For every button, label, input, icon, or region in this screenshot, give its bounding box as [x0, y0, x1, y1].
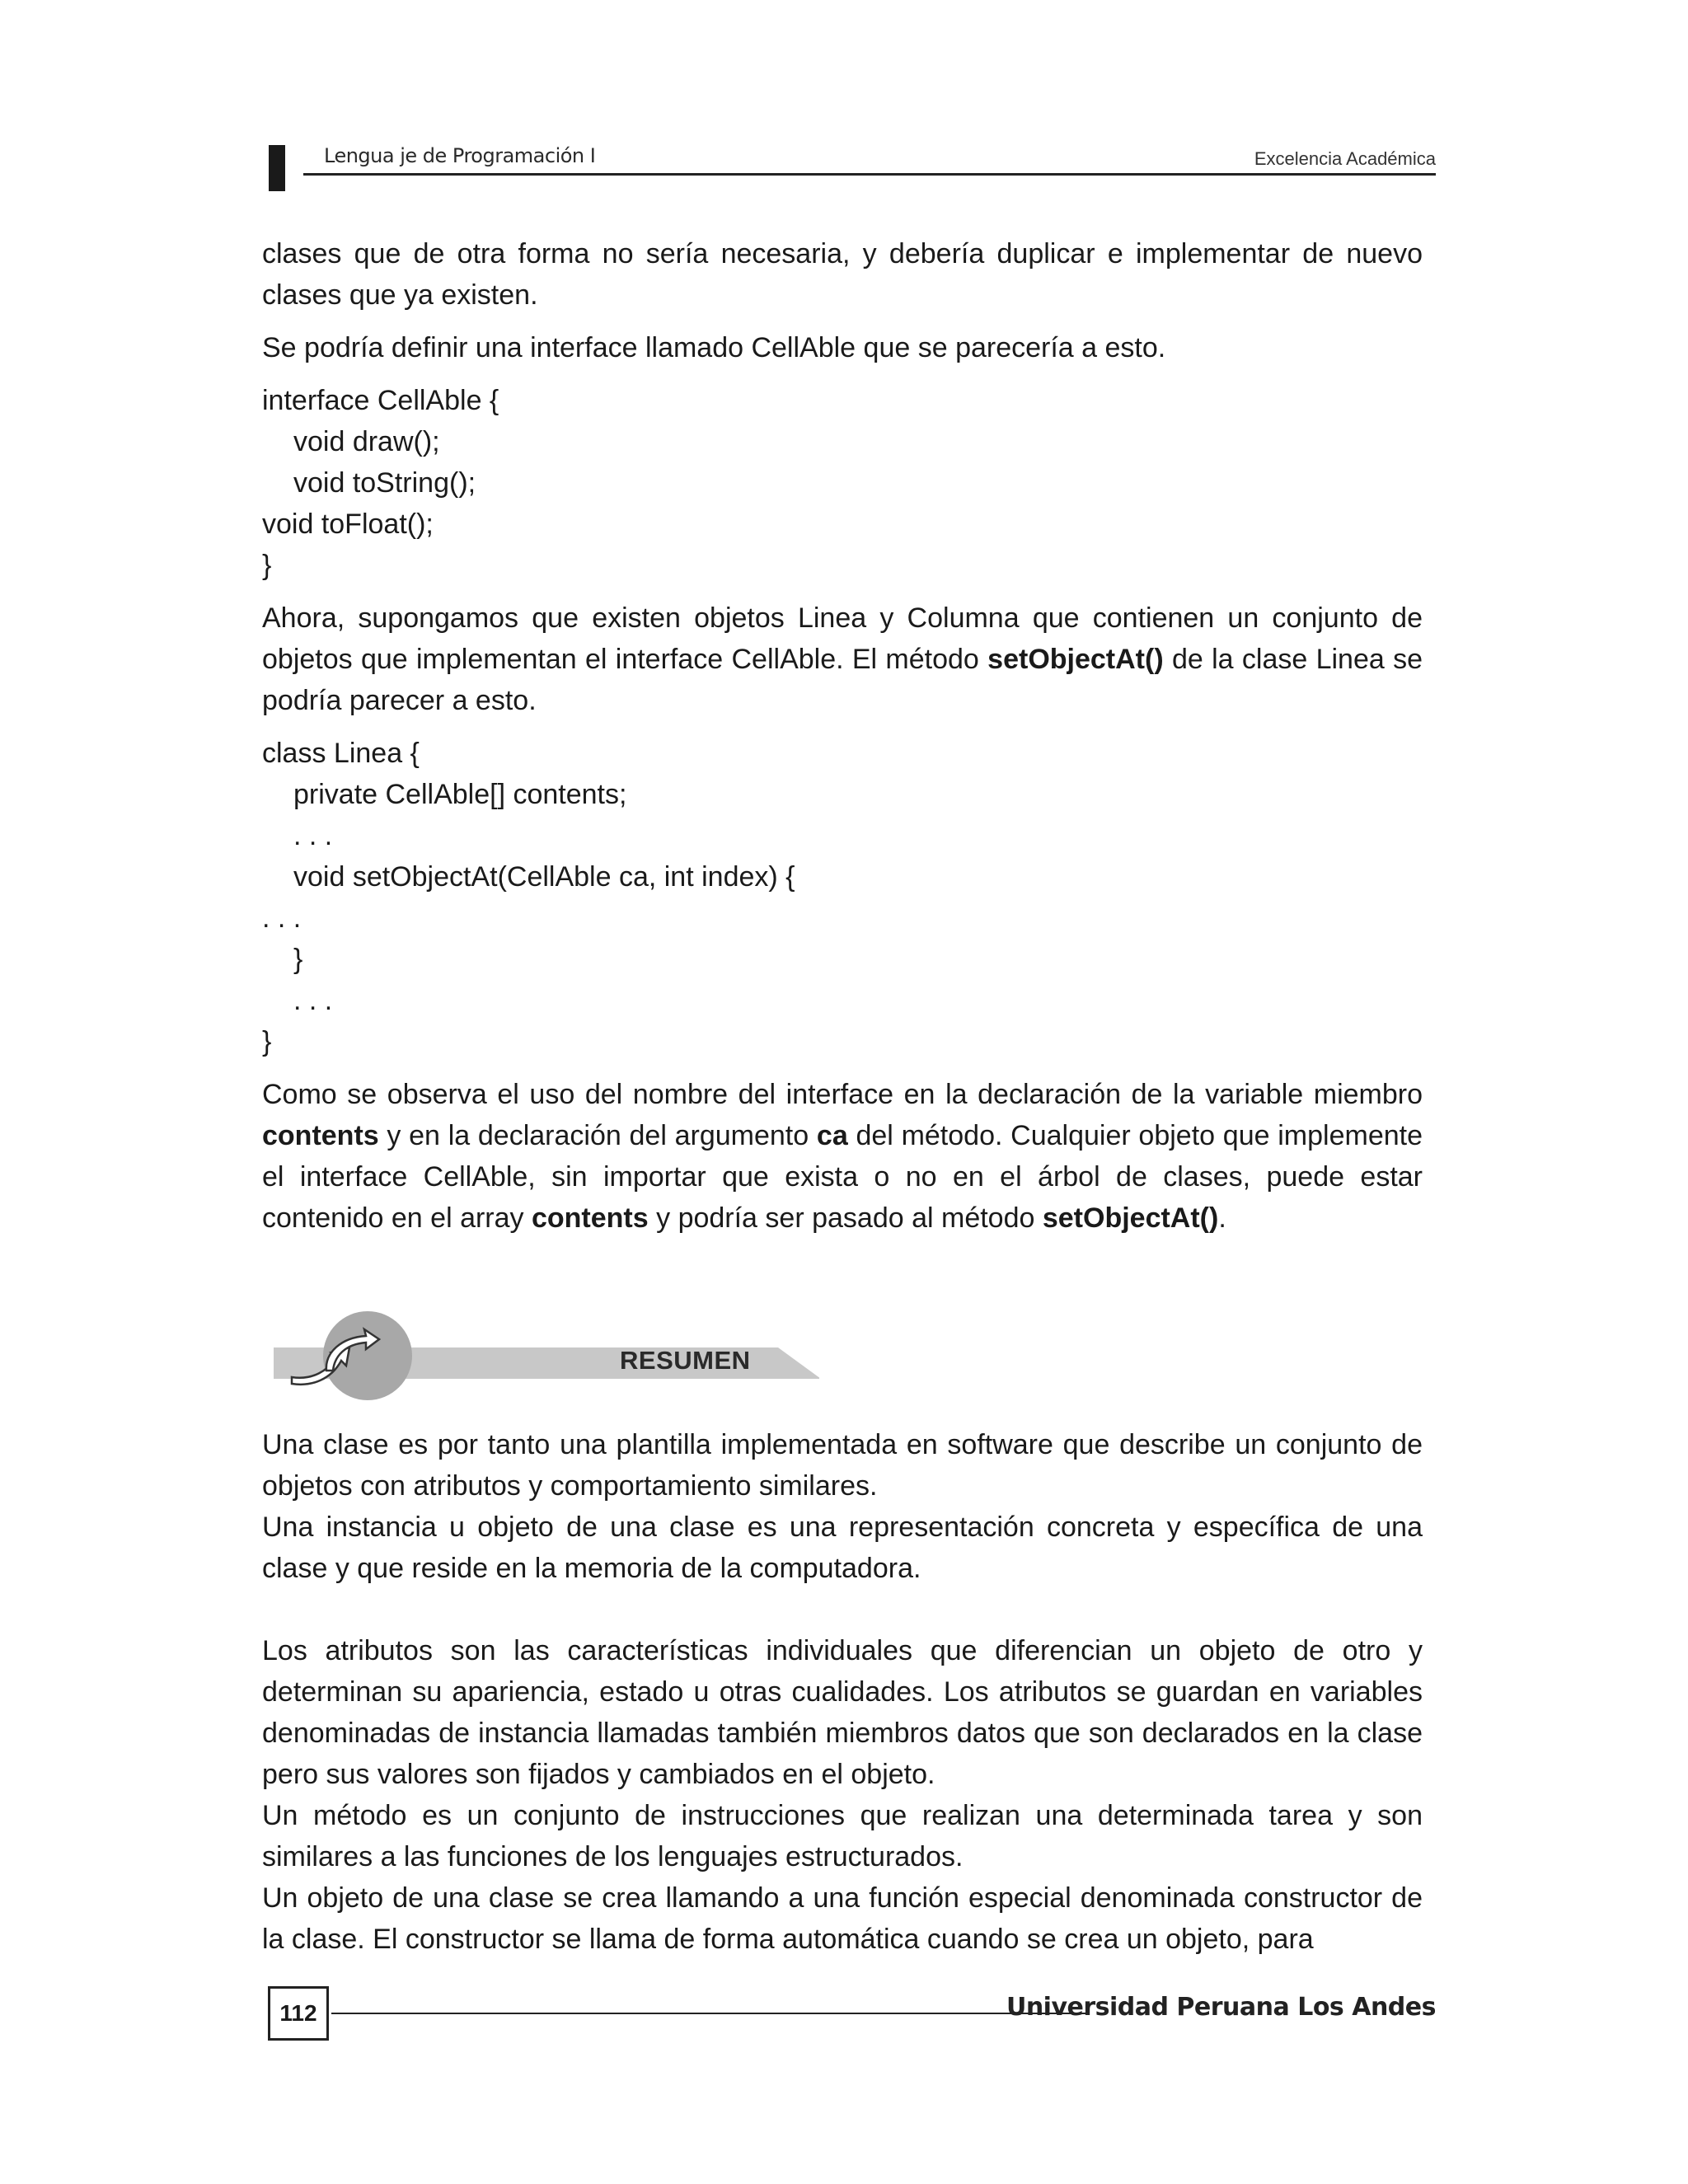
paragraph: Un objeto de una clase se crea llamando a una función especial denominada constructor de la clase. El constructor se llama de forma automática cuando se crea un objeto, para: [262, 1882, 1423, 1955]
paragraph: Se podría definir una interface llamado CellAble que se parecería a esto.: [262, 332, 1166, 363]
paragraph: Una instancia u objeto de una clase es una representación concreta y específica de una clase y que reside en la memoria de la computadora.: [262, 1511, 1423, 1584]
page-number: 112: [268, 1986, 329, 2041]
resumen-label: RESUMEN: [620, 1346, 751, 1375]
summary-text: [262, 1424, 1423, 1960]
code-block-interface: [262, 380, 1423, 586]
paragraph: Ahora, supongamos que existen objetos Linea y Columna que contienen un conjunto de objetos que implementan el interface CellAble. El método setObjectAt() de la clase Linea se podría parecer a esto.: [262, 602, 1423, 716]
code-line: void toFloat();: [262, 509, 434, 540]
code-line: . . .: [262, 902, 302, 934]
code-line: }: [262, 550, 272, 581]
body-text: [262, 233, 1423, 1239]
running-header-title: Lengua je de Programación I: [324, 144, 596, 167]
paragraph: clases que de otra forma no sería necesaria, y debería duplicar e implementar de nuevo clases que ya existen.: [262, 238, 1423, 311]
code-line: void setObjectAt(CellAble ca, int index) {: [293, 861, 795, 893]
code-line: private CellAble[] contents;: [293, 779, 627, 810]
footer-university: Universidad Peruana Los Andes: [1006, 1993, 1436, 2022]
code-line: . . .: [293, 820, 333, 851]
header-marker: [269, 145, 285, 191]
paragraph: Como se observa el uso del nombre del interface en la declaración de la variable miembro contents y en la declaración del argumento ca del método. Cualquier objeto que implemente el interface CellAble, sin importar que exista o no en el árbol de clases, puede estar contenido en el array contents y podría ser pasado al método setObjectAt().: [262, 1079, 1423, 1234]
code-line: class Linea {: [262, 738, 420, 769]
code-line: void toString();: [293, 467, 476, 499]
header-rule: [303, 173, 1436, 176]
code-line: void draw();: [293, 426, 440, 457]
paragraph: Un método es un conjunto de instrucciones que realizan una determinada tarea y son similares a las funciones de los lenguajes estructurados.: [262, 1800, 1423, 1872]
code-block-class: [262, 733, 1423, 1062]
code-line: }: [293, 944, 303, 975]
paragraph: Una clase es por tanto una plantilla implementada en software que describe un conjunto de objetos con atributos y comportamiento similares.: [262, 1429, 1423, 1502]
code-line: interface CellAble {: [262, 385, 499, 416]
paragraph: Los atributos son las características individuales que diferencian un objeto de otro y determinan su apariencia, estado u otras cualidades. Los atributos se guardan en variables denominadas de instancia llamadas también miembros datos que son declarados en la clase pero sus valores son fijados y cambiados en el objeto.: [262, 1635, 1423, 1790]
running-header-tagline: Excelencia Académica: [1254, 148, 1436, 169]
code-line: }: [262, 1026, 272, 1057]
code-line: . . .: [293, 985, 333, 1016]
footer-rule: [331, 2013, 1086, 2014]
